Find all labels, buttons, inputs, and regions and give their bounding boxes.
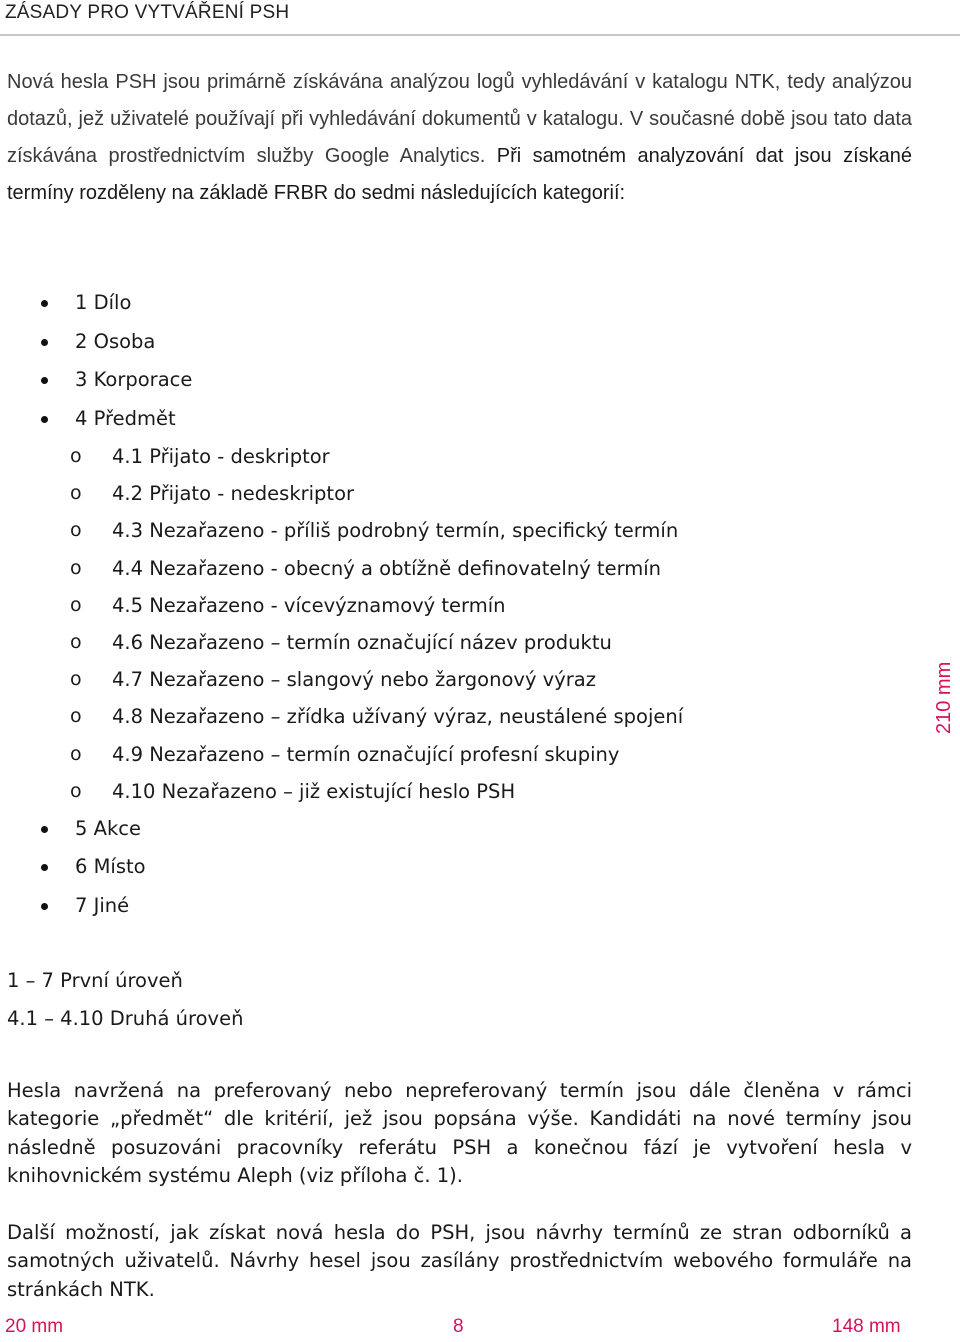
sub-list-item — [0, 438, 900, 475]
category-list — [0, 284, 900, 925]
category-label: 6 Místo — [75, 855, 146, 879]
sub-list-item — [0, 550, 900, 587]
subcategory-label: 4.9 Nezařazeno – termín označující profesní skupiny — [112, 742, 620, 766]
list-item — [0, 400, 900, 439]
sub-list-item — [0, 512, 900, 549]
circle-bullet-icon: o — [70, 445, 82, 467]
list-item — [0, 361, 900, 400]
sub-list-item — [0, 773, 900, 810]
subcategory-label: 4.8 Nezařazeno – zřídka užívaný výraz, neustálené spojení — [112, 705, 684, 729]
circle-bullet-icon: o — [70, 519, 82, 542]
intro-paragraph — [7, 64, 912, 212]
intro-part-1: Nová hesla PSH jsou primárně získávána analýzou logů vyhledávání v katalogu NTK, tedy analýzou dotazů, jež uživatelé používají při vyhledávání dokumentů v katalogu. V současné době jsou tato data získávána prostřednictvím služby Google Analytics. — [7, 71, 912, 167]
paragraph-hesla: Hesla navržená na preferovaný nebo nepreferovaný termín jsou dále členěna v rámci kategorie „předmět“ dle kritérií, jež jsou popsána výše. Kandidáti na nové termíny jsou následně posuzováni pracovníky referátu PSH a konečnou fází je vytvoření hesla v knihovnickém systému Aleph (viz příloha č. 1). — [7, 1079, 912, 1187]
circle-bullet-icon: o — [70, 556, 82, 579]
bullet-icon — [41, 826, 48, 833]
sub-list-item — [0, 736, 900, 773]
category-label: 3 Korporace — [75, 368, 193, 391]
levels-legend — [7, 962, 243, 1038]
left-margin-mark: 20 mm — [5, 1316, 64, 1337]
category-label: 1 Dílo — [75, 291, 132, 314]
category-label: 4 Předmět — [75, 406, 176, 430]
subcategory-label: 4.3 Nezařazeno - příliš podrobný termín, specifický termín — [112, 519, 679, 543]
circle-bullet-icon: o — [70, 668, 82, 691]
page-header-title: ZÁSADY PRO VYTVÁŘENÍ PSH — [5, 2, 290, 23]
subcategory-label: 4.2 Přijato - nedeskriptor — [112, 482, 355, 506]
list-item — [0, 284, 900, 323]
bullet-icon — [41, 903, 48, 910]
sub-list-item — [0, 698, 900, 735]
bullet-icon — [41, 339, 48, 346]
list-item — [0, 887, 900, 926]
page-number: 8 — [453, 1316, 464, 1337]
category-label: 5 Akce — [75, 816, 141, 840]
circle-bullet-icon: o — [70, 779, 82, 802]
circle-bullet-icon: o — [70, 742, 82, 765]
list-item — [0, 848, 900, 887]
first-level-note: 1 – 7 První úroveň — [7, 969, 183, 992]
subcategory-label: 4.7 Nezařazeno – slangový nebo žargonový výraz — [112, 668, 596, 692]
page-height-mark: 210 mm — [933, 661, 955, 734]
circle-bullet-icon: o — [70, 482, 82, 505]
sub-list-item — [0, 475, 900, 512]
subcategory-label: 4.1 Přijato - deskriptor — [112, 445, 330, 468]
sub-list-item — [0, 624, 900, 661]
circle-bullet-icon: o — [70, 705, 82, 728]
subcategory-label: 4.5 Nezařazeno - vícevýznamový termín — [112, 593, 506, 617]
circle-bullet-icon: o — [70, 630, 82, 653]
bullet-icon — [41, 300, 48, 307]
right-margin-mark: 148 mm — [832, 1316, 901, 1337]
list-item — [0, 810, 900, 849]
bullet-icon — [41, 377, 48, 384]
sub-list-item — [0, 661, 900, 698]
paragraph-dalsi-moznosti: Další možností, jak získat nová hesla do PSH, jsou návrhy termínů ze stran odborníků a samotných uživatelů. Návrhy hesel jsou zasílány prostřednictvím webového formuláře na stránkách NTK. — [7, 1221, 912, 1301]
header-divider — [0, 34, 960, 36]
list-item — [0, 323, 900, 362]
category-label: 7 Jiné — [75, 893, 130, 917]
subcategory-label: 4.10 Nezařazeno – již existující heslo PSH — [112, 779, 516, 803]
circle-bullet-icon: o — [70, 593, 82, 616]
sub-list-item — [0, 587, 900, 624]
bullet-icon — [41, 864, 48, 871]
bullet-icon — [41, 416, 48, 423]
second-level-note: 4.1 – 4.10 Druhá úroveň — [7, 1007, 244, 1030]
subcategory-label: 4.4 Nezařazeno - obecný a obtížně definovatelný termín — [112, 556, 662, 580]
category-label: 2 Osoba — [75, 329, 156, 353]
intro-part-2: Při samotném analyzování dat jsou získané termíny rozděleny na základě FRBR do sedmi následujících kategorií: — [7, 145, 912, 204]
subcategory-label: 4.6 Nezařazeno – termín označující název produktu — [112, 630, 612, 654]
